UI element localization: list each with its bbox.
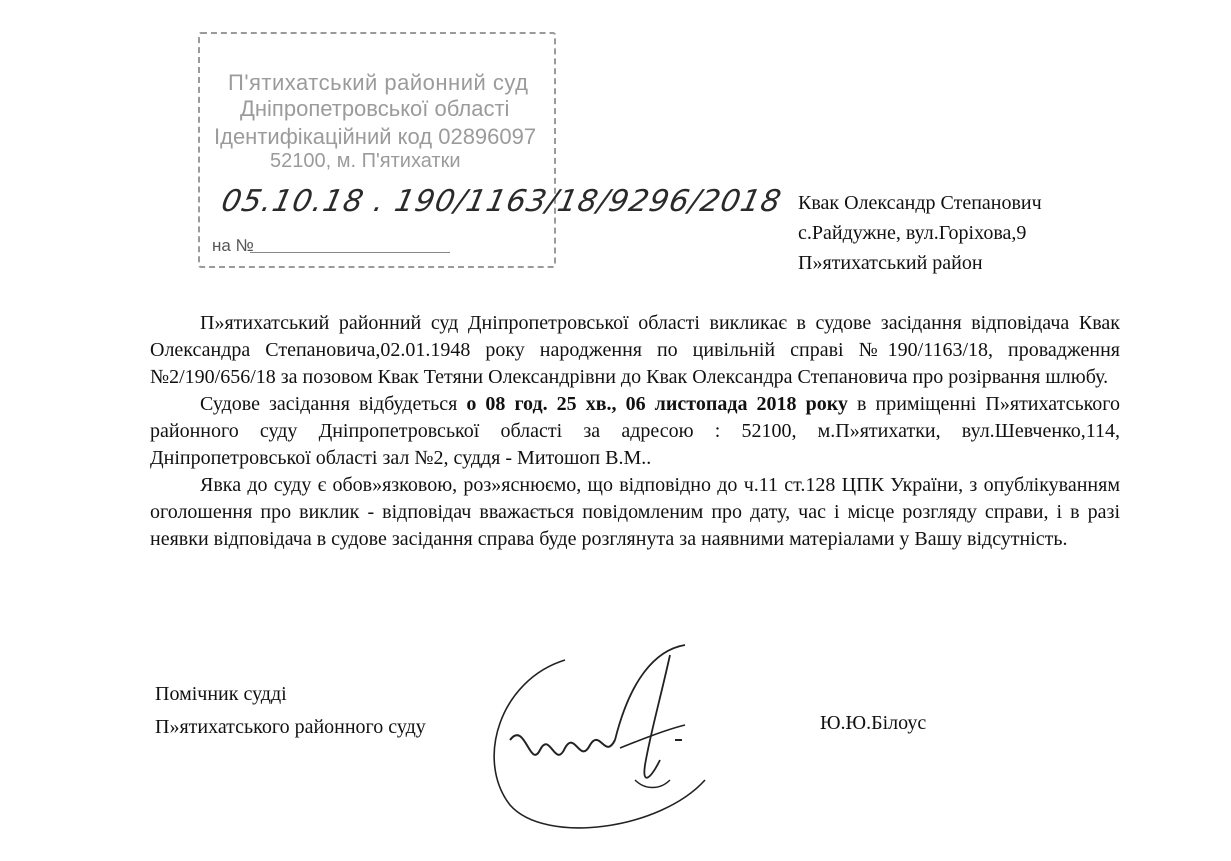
stamp-line-city: 52100, м. П'ятихатки xyxy=(270,150,461,172)
hearing-datetime: о 08 год. 25 хв., 06 листопада 2018 року xyxy=(466,393,848,415)
hearing-text-end: в приміщенні П»ятихатського районного суду Дніпропетровської області за адресою : 52100, м.П»ятихатки, вул.Шевченко,114, Дніпропетровської області зал №2, суддя - Митошоп В.М.. xyxy=(150,393,1120,469)
addressee-name: Квак Олександр Степанович xyxy=(798,192,1042,214)
summons-body xyxy=(150,310,1120,553)
paragraph-summons: П»ятихатський районний суд Дніпропетровської області викликає в судове засідання відповідача Квак Олександра Степановича,02.01.1948 року народження по цивільній справі №190/1163/18, провадження №2/190/656/18 за позовом Квак Тетяни Олександрівни до Квак Олександра Степановича про розірвання шлюбу. xyxy=(150,312,1120,388)
signatory-name: Ю.Ю.Білоус xyxy=(820,712,927,734)
stamp-line-court: П'ятихатський районний суд xyxy=(228,70,529,95)
stamp-na-label: на № xyxy=(212,236,254,255)
signatory-position: Помічник судді xyxy=(155,683,287,705)
stamp-registration-number: 05.10.18 . 190/1163/18/9296/2018 xyxy=(218,184,785,219)
paragraph-hearing xyxy=(150,391,1120,472)
handwritten-signature xyxy=(470,640,800,840)
signatory-title xyxy=(155,678,426,744)
stamp-line-region: Дніпропетровської області xyxy=(240,96,510,121)
hearing-text-start: Судове засідання відбудеться xyxy=(200,393,467,415)
stamp-line-code: Ідентифікаційний код 02896097 xyxy=(214,124,537,149)
signatory-court: П»ятихатського районного суду xyxy=(155,716,426,738)
stamp-na-underline xyxy=(250,252,450,253)
court-stamp xyxy=(198,32,785,268)
paragraph-obligation: Явка до суду є обов»язковою, роз»яснюємо, що відповідно до ч.11 ст.128 ЦПК України, з опублікуванням оголошення про виклик - відповідач вважається повідомленим про дату, час і місце розгляду справи, і в разі неявки відповідача в судове засідання справа буде розглянута за наявними матеріалами у Вашу відсутність. xyxy=(150,474,1120,550)
addressee-district: П»ятихатський район xyxy=(798,252,983,274)
addressee-block xyxy=(798,188,1042,278)
addressee-address: с.Райдужне, вул.Горіхова,9 xyxy=(798,222,1027,244)
